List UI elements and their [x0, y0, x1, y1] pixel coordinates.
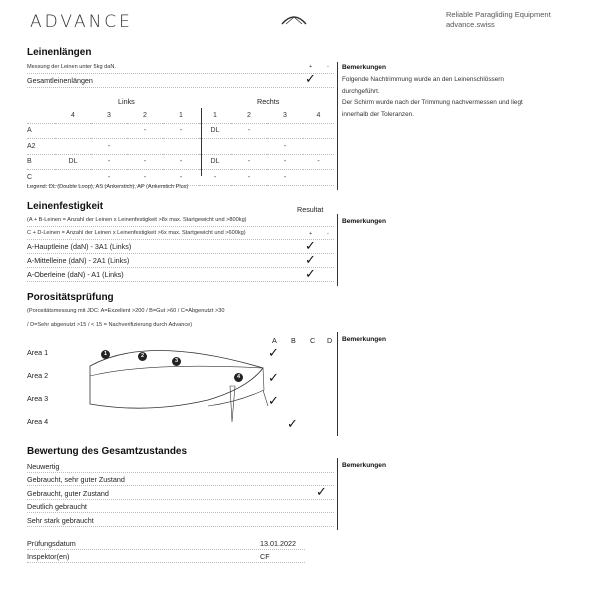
left-label: Links [118, 97, 135, 106]
remarks-divider [337, 214, 338, 286]
table-cell: - [163, 123, 199, 139]
table-row [27, 123, 334, 139]
condition-item-label: Gebraucht, guter Zustand [27, 489, 109, 498]
brand-tagline: Reliable Paragliding Equipment [446, 10, 551, 19]
remarks-divider [337, 458, 338, 530]
brand-website: advance.swiss [446, 20, 495, 29]
row-name: B [27, 154, 55, 170]
row-name: A2 [27, 139, 55, 155]
grade-header: C [310, 336, 316, 345]
condition-item [27, 489, 334, 500]
table-cell: - [127, 154, 163, 170]
line-length-title: Leinenlängen [27, 47, 92, 58]
inspection-date-value: 13.01.2022 [260, 539, 296, 548]
condition-item [27, 502, 334, 513]
table-header: 2 [127, 108, 163, 123]
strength-note1 [27, 217, 334, 227]
line-strength-title: Leinenfestigkeit [27, 201, 104, 212]
table-header: 1 [163, 108, 199, 123]
checkmark-icon: ✓ [305, 239, 316, 254]
inspection-date-label: Prüfungsdatum [27, 539, 76, 548]
table-header: 2 [231, 108, 267, 123]
remarks-line: Der Schirm wurde nach der Trimmung nachvermessen und liegt [342, 99, 523, 106]
area-marker: 2 [138, 352, 147, 361]
table-cell [91, 123, 127, 139]
checkmark-icon: ✓ [305, 253, 316, 268]
paraglider-logo-icon [280, 12, 308, 28]
advance-logo: ADVANCE [30, 12, 133, 32]
inspector-value: CF [260, 552, 270, 561]
table-cell [303, 123, 334, 139]
table-cell: - [91, 139, 127, 155]
table-header: 3 [91, 108, 127, 123]
brand-info [446, 10, 551, 30]
table-cell: - [303, 154, 334, 170]
strength-note1-text: (A + B-Leinen = Anzahl der Leinen x Leinenfestigkeit >8x max. Startgewicht und >800kg) [27, 217, 247, 223]
porosity-note2: / D=Sehr abgenutzt >15 / < 15 = Nachverifizierung durch Advance) [27, 322, 193, 328]
condition-item-label: Neuwertig [27, 462, 60, 471]
area-marker: 3 [172, 357, 181, 366]
remarks-title: Bemerkungen [342, 64, 386, 71]
remarks-divider [337, 332, 338, 436]
table-cell: - [163, 170, 199, 186]
inspection-date-row [27, 539, 305, 550]
inspector-label: Inspektor(en) [27, 552, 70, 561]
checkmark-icon: ✓ [287, 417, 298, 432]
remarks-text [342, 74, 523, 120]
strength-item-label: A-Oberleine (daN) - A1 (Links) [27, 270, 124, 279]
inspector-row [27, 552, 305, 563]
checkmark-icon: ✓ [268, 394, 279, 409]
row-name: A [27, 123, 55, 139]
plus-label: + [309, 64, 313, 70]
porosity-title: Porositätsprüfung [27, 292, 114, 303]
remarks-line: Folgende Nachtrimmung wurde an den Leinenschlössern [342, 76, 504, 83]
table-header: 4 [303, 108, 334, 123]
area-label: Area 3 [27, 394, 49, 403]
strength-note2 [27, 230, 334, 240]
table-cell [199, 139, 231, 155]
table-row [27, 154, 334, 170]
strength-item-label: A-Mittelleine (daN) - 2A1 (Links) [27, 256, 130, 265]
table-cell [55, 170, 91, 186]
strength-item-label: A-Hauptleine (daN) - 3A1 (Links) [27, 242, 132, 251]
table-cell [55, 123, 91, 139]
total-length-row [27, 76, 334, 88]
table-cell [55, 139, 91, 155]
grade-header: A [272, 336, 277, 345]
remarks-title: Bemerkungen [342, 462, 386, 469]
area-marker: 4 [234, 373, 243, 382]
checkmark-icon: ✓ [268, 371, 279, 386]
line-length-table [27, 108, 334, 186]
condition-item [27, 462, 334, 473]
condition-item-label: Deutlich gebraucht [27, 502, 87, 511]
table-cell [231, 139, 267, 155]
remarks-divider [337, 62, 338, 190]
remarks-title: Bemerkungen [342, 218, 386, 225]
table-cell: - [199, 170, 231, 186]
right-label: Rechts [257, 97, 280, 106]
condition-title: Bewertung des Gesamtzustandes [27, 446, 188, 457]
table-cell [163, 139, 199, 155]
condition-item [27, 516, 334, 527]
grade-header: D [327, 336, 333, 345]
table-cell: - [127, 123, 163, 139]
table-cell: - [267, 170, 303, 186]
remarks-line: innerhalb der Toleranzen. [342, 110, 415, 118]
strength-item [27, 253, 334, 268]
table-header: 1 [199, 108, 231, 123]
table-row [27, 170, 334, 186]
remarks-title: Bemerkungen [342, 336, 386, 343]
table-cell: - [267, 154, 303, 170]
table-cell: - [267, 139, 303, 155]
legend: Legend: DL (Double Loop), AS (Ankerstich), AP (Ankerstich Plus) [27, 184, 189, 190]
table-cell: - [91, 170, 127, 186]
area-marker: 1 [101, 350, 110, 359]
table-cell: DL [199, 123, 231, 139]
area-label: Area 4 [27, 417, 49, 426]
checkmark-icon: ✓ [268, 346, 279, 361]
table-header: 3 [267, 108, 303, 123]
table-row [27, 139, 334, 155]
table-cell: DL [55, 154, 91, 170]
condition-item-label: Sehr stark gebraucht [27, 516, 94, 525]
total-length-label: Gesamtleinenlängen [27, 76, 93, 85]
table-header: 4 [55, 108, 91, 123]
area-label: Area 1 [27, 348, 49, 357]
plus-label: + [309, 231, 313, 237]
checkmark-icon: ✓ [305, 72, 316, 87]
minus-label: - [327, 231, 329, 237]
result-label: Resultat [297, 205, 324, 214]
table-cell: - [231, 123, 267, 139]
table-cell: - [163, 154, 199, 170]
strength-note2-text: C + D-Leinen = Anzahl der Leinen x Leinenfestigkeit >6x max. Startgewicht und >600kg) [27, 230, 246, 236]
table-cell: - [91, 154, 127, 170]
table-cell [127, 139, 163, 155]
condition-item [27, 475, 334, 486]
condition-item-label: Gebraucht, sehr guter Zustand [27, 475, 125, 484]
table-cell [267, 123, 303, 139]
table-cell: DL [199, 154, 231, 170]
strength-item [27, 239, 334, 254]
wing-diagram [88, 342, 270, 434]
table-header-row [27, 108, 334, 123]
area-label: Area 2 [27, 371, 49, 380]
table-cell [303, 170, 334, 186]
porosity-note1: (Porositätsmessung mit JDC: A=Exzellent >200 / B=Gut >60 / C=Abgenutzt >30 [27, 308, 225, 314]
measure-note-text: Messung der Leinen unter 5kg daN. [27, 64, 116, 70]
table-cell: - [127, 170, 163, 186]
checkmark-icon: ✓ [305, 267, 316, 282]
measure-note [27, 64, 334, 74]
grade-header: B [291, 336, 296, 345]
table-cell: - [231, 170, 267, 186]
strength-item [27, 267, 334, 282]
table-cell [303, 139, 334, 155]
row-name: C [27, 170, 55, 186]
minus-label: - [327, 64, 329, 70]
table-cell: - [231, 154, 267, 170]
remarks-line: durchgeführt. [342, 87, 380, 95]
checkmark-icon: ✓ [316, 485, 327, 500]
